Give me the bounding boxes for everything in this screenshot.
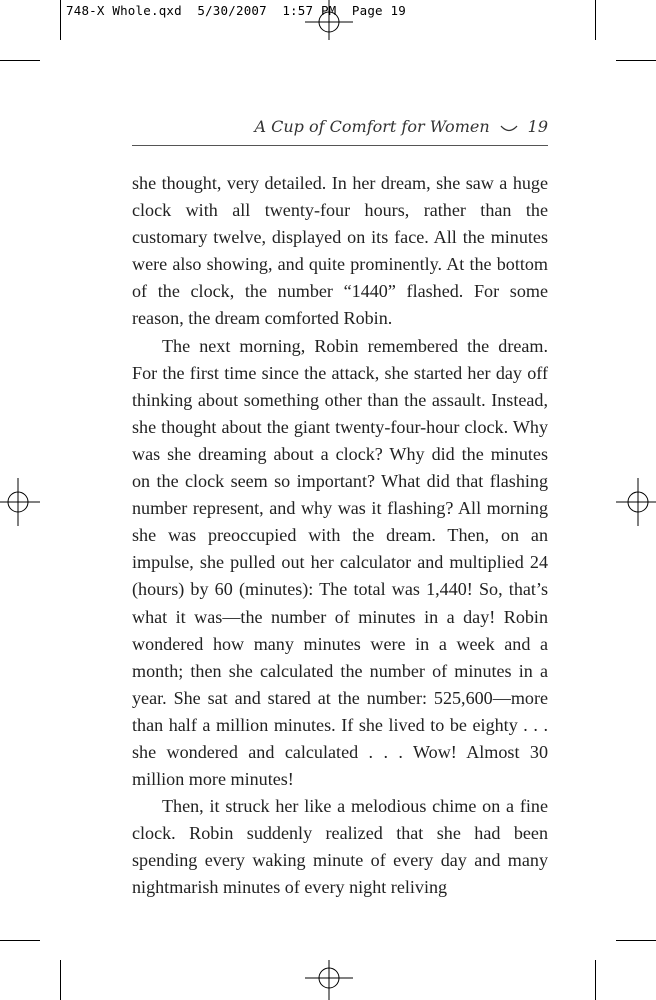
paragraph: The next morning, Robin remembered the dream. For the first time since the attack, she started her day off thinking about something other than the assault. Instead, she thought about the giant twenty-four-hour clock. Why was she dreaming about a clock? Why did the minutes on the clock seem so important? What did that flashing number represent, and why was it flashing? All morning she was preoccupied with the dream. Then, on an impulse, she pulled out her calculator and multiplied 24 (hours) by 60 (minutes): The total was 1,440! So, that’s what it was—the number of minutes in a day! Robin wondered how many minutes were in a week and a month; then she calculated the number of minutes in a year. She sat and stared at the number: 525,600—more than half a million minutes. If she lived to be eighty . . . she wondered and calculated . . . Wow! Almost 30 million more minutes! [132, 335, 548, 790]
slug-time: 1:57 PM [282, 3, 337, 18]
slug-date: 5/30/2007 [197, 3, 267, 18]
crop-mark-bottom-right-horizontal [616, 940, 656, 941]
registration-mark-left-icon [0, 474, 40, 530]
paragraph: Then, it struck her like a melodious chime on a fine clock. Robin suddenly realized that she had been spending every waking minute of every day and many nightmarish minutes of every night reliving [132, 796, 548, 898]
crop-mark-top-right-horizontal [616, 60, 656, 61]
running-head-page-number: 19 [527, 117, 548, 136]
running-head [132, 117, 548, 137]
crop-mark-top-left-vertical [60, 0, 61, 40]
header-rule [132, 145, 548, 146]
running-head-title: A Cup of Comfort for Women [254, 117, 490, 136]
registration-mark-bottom-icon [301, 960, 357, 1000]
crop-mark-top-right-vertical [595, 0, 596, 40]
paragraph: she thought, very detailed. In her dream, she saw a huge clock with all twenty-four hours, rather than the customary twelve, displayed on its face. All the minutes were also showing, and quite prominently. At the bottom of the clock, the number “1440” flashed. For some reason, the dream comforted Robin. [132, 173, 548, 329]
crop-mark-top-left-horizontal [0, 60, 40, 61]
swash-ornament-icon [500, 123, 518, 133]
crop-mark-bottom-left-horizontal [0, 940, 40, 941]
body-text [132, 170, 548, 902]
slug-page: Page 19 [351, 3, 406, 18]
registration-mark-right-icon [616, 474, 656, 530]
registration-mark-top-icon [301, 0, 357, 40]
slug-file: 748-X Whole.qxd [66, 3, 182, 18]
crop-mark-bottom-left-vertical [60, 960, 61, 1000]
crop-mark-bottom-right-vertical [595, 960, 596, 1000]
